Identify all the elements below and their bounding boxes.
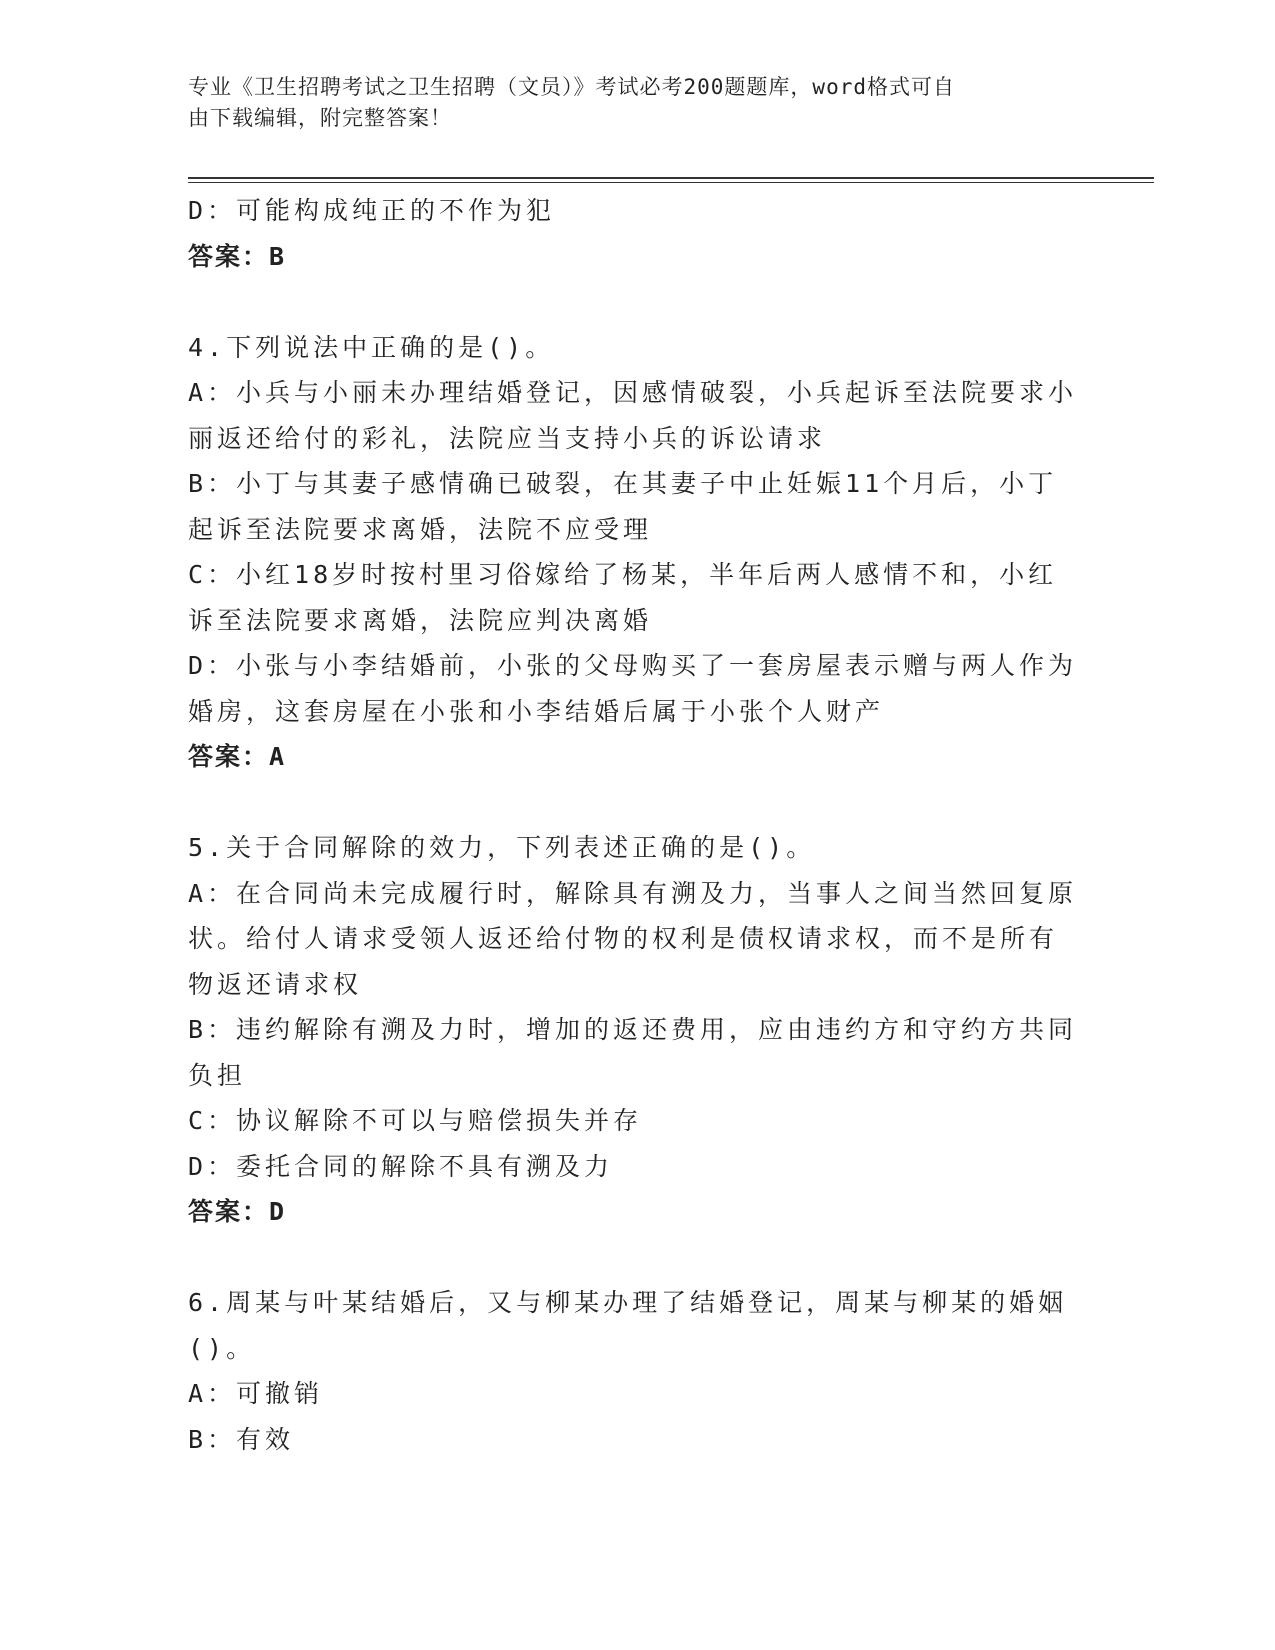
question-stem: 6.周某与叶某结婚后，又与柳某办理了结婚登记，周某与柳某的婚姻	[188, 1288, 1068, 1317]
option-d: D：可能构成纯正的不作为犯	[188, 196, 556, 225]
option-d: D：小张与小李结婚前，小张的父母购买了一套房屋表示赠与两人作为	[188, 651, 1078, 680]
spacer	[188, 279, 1088, 325]
spacer	[188, 1235, 1088, 1281]
answer: 答案：B	[188, 241, 287, 271]
option-b: B：小丁与其妻子感情确已破裂，在其妻子中止妊娠11个月后，小丁	[188, 469, 1058, 498]
option-a: A：在合同尚未完成履行时，解除具有溯及力，当事人之间当然回复原	[188, 878, 1078, 908]
option-a-cont: 状。给付人请求受领人返还给付物的权利是债权请求权，而不是所有	[188, 924, 1059, 953]
document-header	[188, 72, 1068, 134]
document-body	[188, 188, 1088, 1462]
question-6	[188, 1280, 1088, 1462]
header-rule-thick	[188, 177, 1154, 179]
option-a: A：小兵与小丽未办理结婚登记，因感情破裂，小兵起诉至法院要求小	[188, 378, 1078, 407]
option-d-cont: 婚房，这套房屋在小张和小李结婚后属于小张个人财产	[188, 696, 885, 726]
option-a-cont: 物返还请求权	[188, 969, 363, 999]
spacer	[188, 780, 1088, 826]
option-c: C：小红18岁时按村里习俗嫁给了杨某，半年后两人感情不和，小红	[188, 560, 1058, 589]
header-rule-thin	[188, 182, 1154, 183]
option-d: D：委托合同的解除不具有溯及力	[188, 1151, 614, 1181]
option-a-cont: 丽返还给付的彩礼，法院应当支持小兵的诉讼请求	[188, 423, 827, 453]
question-5	[188, 825, 1088, 1235]
option-b-cont: 负担	[188, 1060, 247, 1090]
option-b-cont: 起诉至法院要求离婚，法院不应受理	[188, 514, 653, 544]
question-stem: 5.关于合同解除的效力，下列表述正确的是()。	[188, 833, 816, 862]
question-stem-cont: ()。	[188, 1333, 256, 1363]
header-line-2: 由下载编辑，附完整答案！	[188, 106, 452, 130]
question-stem: 4.下列说法中正确的是()。	[188, 332, 555, 362]
question-4	[188, 325, 1088, 780]
option-a: A：可撤销	[188, 1379, 324, 1408]
answer: 答案：D	[188, 1197, 287, 1226]
option-b: B：有效	[188, 1424, 295, 1454]
option-b: B：违约解除有溯及力时，增加的返还费用，应由违约方和守约方共同	[188, 1015, 1078, 1044]
header-line-1: 专业《卫生招聘考试之卫生招聘（文员）》考试必考200题题库，word格式可自	[188, 75, 955, 99]
answer: 答案：A	[188, 742, 287, 771]
option-c: C：协议解除不可以与赔偿损失并存	[188, 1106, 643, 1135]
option-c-cont: 诉至法院要求离婚，法院应判决离婚	[188, 605, 653, 635]
question-3-tail	[188, 188, 1088, 279]
